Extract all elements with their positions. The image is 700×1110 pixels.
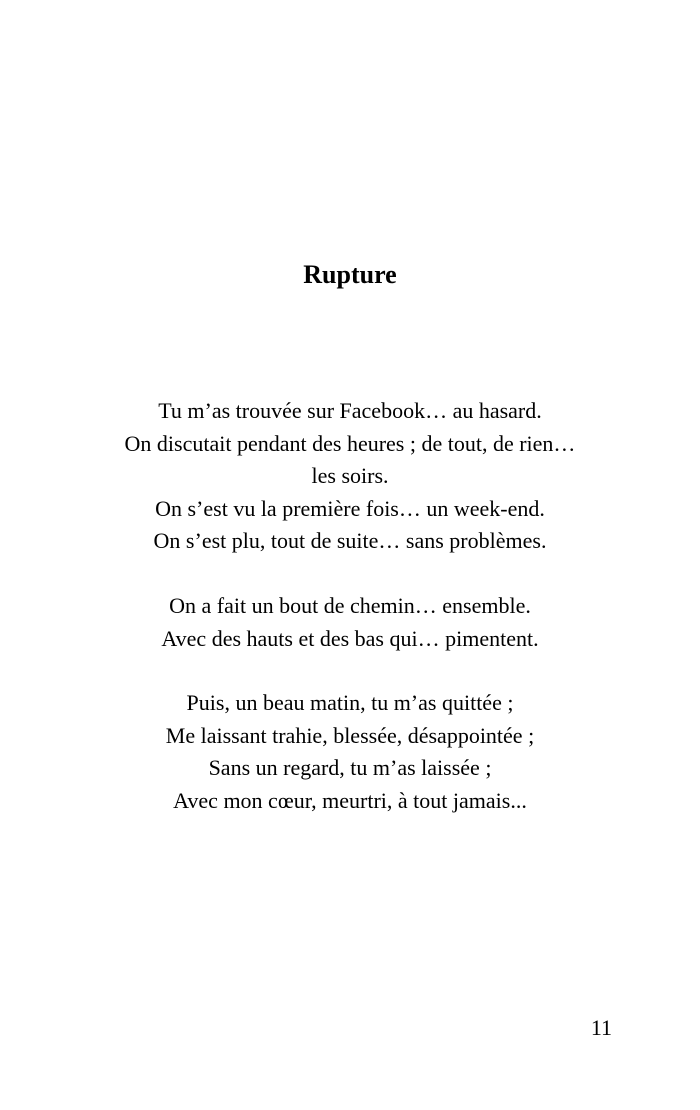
poem-line: On discutait pendant des heures ; de tout, de rien… [124, 430, 576, 456]
poem-line: On a fait un bout de chemin… ensemble. [169, 593, 531, 618]
stanza-3 [0, 687, 700, 817]
poem-line: Puis, un beau matin, tu m’as quittée ; [186, 690, 514, 715]
poem-line: les soirs. [311, 463, 389, 488]
stanza-2 [0, 590, 700, 655]
poem-title: Rupture [303, 260, 397, 289]
poem-line: Tu m’as trouvée sur Facebook… au hasard. [158, 398, 542, 423]
poem-line: Avec des hauts et des bas qui… pimentent. [161, 625, 539, 651]
poem-line: On s’est vu la première fois… un week-end. [155, 495, 545, 521]
poem-line: On s’est plu, tout de suite… sans problèmes. [153, 528, 547, 553]
poem-line: Avec mon cœur, meurtri, à tout jamais... [173, 787, 527, 813]
poem-line: Me laissant trahie, blessée, désappointée ; [165, 722, 535, 748]
poem-line: Sans un regard, tu m’as laissée ; [208, 755, 492, 780]
stanza-1 [0, 395, 700, 558]
page-number: 11 [590, 1015, 612, 1040]
